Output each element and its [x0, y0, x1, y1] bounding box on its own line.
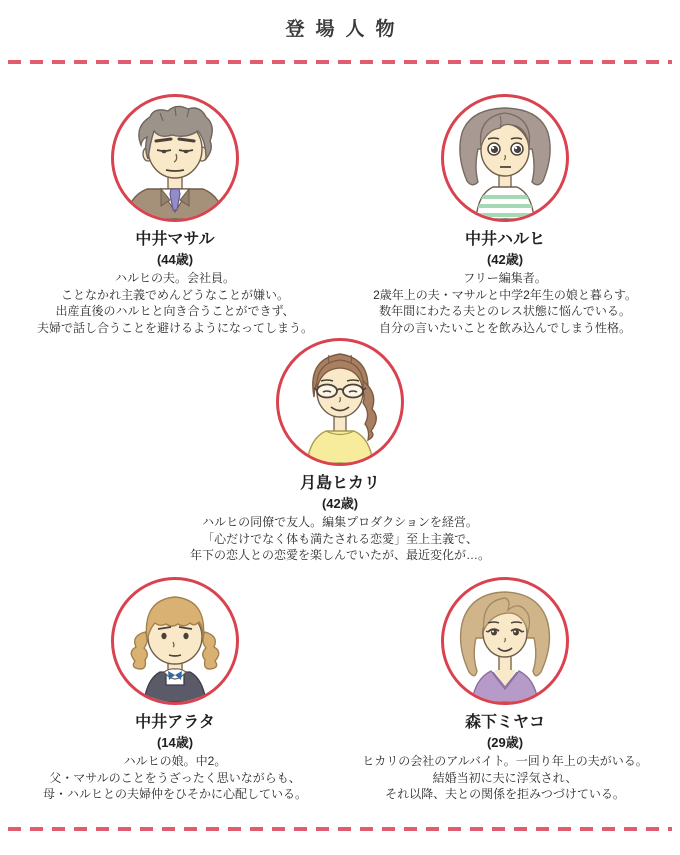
character-name: 中井ハルヒ: [464, 231, 545, 248]
portrait-circle: [111, 577, 239, 705]
character-age: (29歳): [486, 735, 524, 750]
character-card-tsukishima-hikari: [170, 338, 510, 564]
character-description: ヒカリの会社のアルバイト。一回り年上の夫がいる。 結婚当初に夫に浮気され、 それ以降、夫との関係を拒みつづけている。: [362, 754, 648, 801]
character-age: (42歳): [321, 496, 359, 511]
character-card-nakai-haruhi: [340, 94, 670, 336]
character-description: ハルヒの同僚で友人。編集プロダクションを経営。 「心だけでなく体も満たされる恋愛」至上主義で、 年下の恋人との恋愛を楽しんでいたが、最近変化が…。: [189, 515, 490, 562]
character-age: (42歳): [486, 252, 524, 267]
portrait-circle: [441, 577, 569, 705]
avatar-bob-hair-woman-icon: [444, 97, 566, 219]
dashed-divider-top: [8, 60, 672, 64]
character-card-nakai-arata: [10, 577, 340, 803]
character-description: ハルヒの娘。中2。 父・マサルのことをうざったく思いながらも、 母・ハルヒとの夫婦仲をひそかに心配している。: [42, 754, 307, 801]
page-title: 登場人物: [285, 19, 406, 40]
avatar-middle-aged-man-icon: [114, 97, 236, 219]
character-name: 月島ヒカリ: [299, 475, 380, 492]
portrait-circle: [441, 94, 569, 222]
character-description: ハルヒの夫。会社員。 ことなかれ主義でめんどうなことが嫌い。 出産直後のハルヒと向き合うことができず、 夫婦で話し合うことを避けるようになってしまう。: [36, 271, 313, 335]
character-name: 森下ミヤコ: [464, 714, 545, 731]
character-name: 中井マサル: [135, 231, 215, 248]
portrait-circle: [276, 338, 404, 466]
character-card-nakai-masaru: [10, 94, 340, 336]
avatar-wavy-hair-woman-icon: [444, 580, 566, 702]
portrait-circle: [111, 94, 239, 222]
avatar-schoolgirl-pigtails-icon: [114, 580, 236, 702]
character-age: (44歳): [156, 252, 194, 267]
character-description: フリー編集者。 2歳年上の夫・マサルと中学2年生の娘と暮らす。 数年間にわたる夫とのレス状態に悩んでいる。 自分の言いたいことを飲み込んでしまう性格。: [373, 271, 637, 335]
character-card-morishita-miyako: [340, 577, 670, 803]
character-age: (14歳): [156, 735, 194, 750]
character-name: 中井アラタ: [135, 714, 215, 731]
dashed-divider-bottom: [8, 827, 672, 831]
avatar-glasses-woman-icon: [279, 341, 401, 463]
